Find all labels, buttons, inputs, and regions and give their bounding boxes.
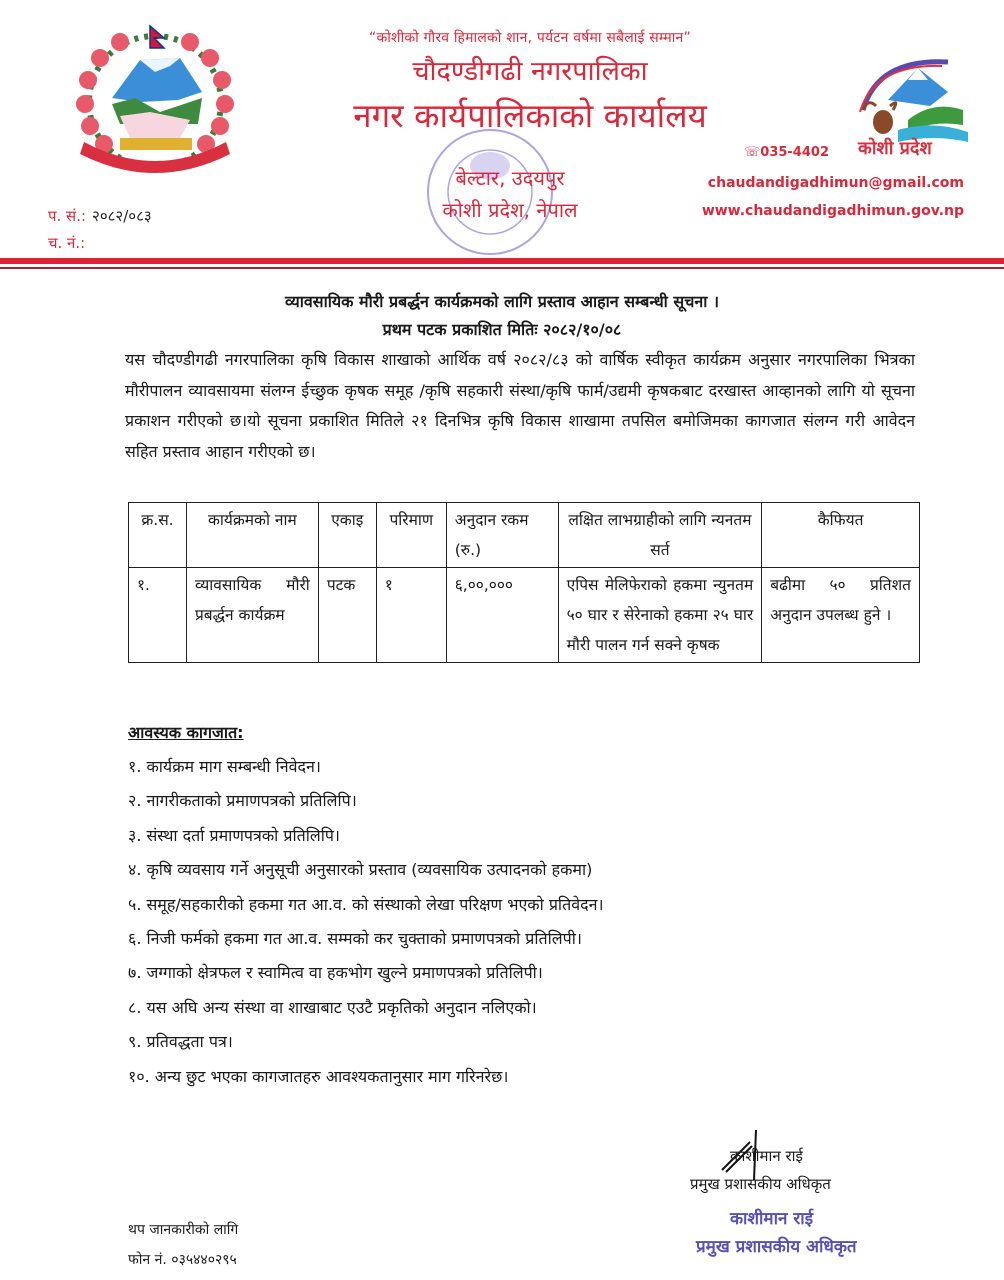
col-header-program: कार्यक्रमको नाम bbox=[186, 503, 318, 568]
contact-block bbox=[702, 145, 964, 219]
document-item: १. कार्यक्रम माग सम्बन्धी निवेदन। bbox=[128, 757, 321, 776]
address-line-2: कोशी प्रदेश, नेपाल bbox=[442, 198, 578, 222]
chalani-label: च. नं.: bbox=[48, 234, 86, 252]
contact-footer bbox=[128, 1215, 238, 1275]
col-header-quantity: परिमाण bbox=[376, 503, 446, 568]
office-email[interactable]: chaudandigadhimun@gmail.com bbox=[707, 175, 964, 191]
office-phone: ☏035-4402 bbox=[744, 145, 829, 160]
document-item: ६. निजी फर्मको हकमा गत आ.व. सम्मको कर चुक्ताको प्रमाणपत्रको प्रतिलिपी। bbox=[128, 929, 582, 949]
patra-sankhya bbox=[48, 203, 152, 230]
table-header-row bbox=[129, 503, 920, 568]
cell-program: व्यावसायिक मौरी प्रबर्द्धन कार्यक्रम bbox=[186, 568, 318, 663]
document-item: ८. यस अघि अन्य संस्था वा शाखाबाट एउटै प्रकृतिको अनुदान नलिएको। bbox=[128, 997, 537, 1017]
letterhead-divider bbox=[0, 258, 1004, 264]
koshi-pradesh-logo-icon bbox=[838, 50, 978, 160]
cell-unit: पटक bbox=[318, 568, 376, 663]
document-item: ९. प्रतिवद्धता पत्र। bbox=[128, 1032, 233, 1052]
cell-quantity: १ bbox=[376, 568, 446, 663]
signature-block bbox=[690, 1130, 930, 1270]
col-header-condition: लक्षित लाभग्राहीको लागि न्यनतम सर्त bbox=[558, 503, 762, 568]
document-item: ३. संस्था दर्ता प्रमाणपत्रको प्रतिलिपि। bbox=[128, 825, 340, 845]
cell-amount: ६,००,००० bbox=[446, 568, 558, 663]
table-row bbox=[129, 568, 920, 663]
chalani-number bbox=[48, 230, 152, 257]
document-item: ५. समूह/सहकारीको हकमा गत आ.व. को संस्थाको लेखा परिक्षण भएको प्रतिवेदन। bbox=[128, 894, 604, 914]
required-documents-list bbox=[128, 750, 604, 1094]
letterhead bbox=[280, 28, 780, 137]
published-date: प्रथम पटक प्रकाशित मितिः २०८२/१०/०८ bbox=[382, 320, 622, 339]
notice-body: यस चौदण्डीगढी नगरपालिका कृषि विकास शाखाको आर्थिक वर्ष २०८२/८३ को वार्षिक स्वीकृत कार्यक्रम अनुसार नगरपालिका भित्रका मौरीपालन व्यावसायमा संलग्न ईच्छुक कृषक समूह /कृषि सहकारी संस्था/कृषि फार्म/उद्यमी कृषकबाट दरखास्त आव्हानको लागि यो सूचना प्रकाशन गरीएको छ।यो सूचना प्रकाशित मितिले २१ दिनभित्र कृषि विकास शाखामा तपसिल बमोजिमका कागजात संलग्न गरी आवेदन सहित प्रस्ताव आहान गरीएको छ। bbox=[125, 350, 915, 461]
document-item: २. नागरीकताको प्रमाणपत्रको प्रतिलिपि। bbox=[128, 791, 357, 811]
letterhead-divider-thin bbox=[0, 267, 1004, 269]
cell-remarks: बढीमा ५० प्रतिशत अनुदान उपलब्ध हुने । bbox=[762, 568, 920, 663]
flag-icon bbox=[150, 26, 164, 48]
notice-title: व्यावसायिक मौरी प्रबर्द्धन कार्यक्रमको लागि प्रस्ताव आहान सम्बन्धी सूचना । bbox=[284, 292, 720, 311]
stamp-signatory-name: काशीमान राई bbox=[730, 1209, 814, 1229]
signatory-title: प्रमुख प्रशासकीय अधिकृत bbox=[690, 1175, 831, 1193]
col-header-remarks: कैफियत bbox=[762, 503, 920, 568]
document-item: ४. कृषि व्यवसाय गर्ने अनुसूची अनुसारको प्रस्ताव (व्यवसायिक उत्पादनको हकमा) bbox=[128, 860, 593, 880]
col-header-unit: एकाइ bbox=[318, 503, 376, 568]
footer-phone: फोन नं. ०३५४४०२९५ bbox=[128, 1252, 237, 1268]
office-website[interactable]: www.chaudandigadhimun.gov.np bbox=[701, 203, 964, 219]
col-header-amount: अनुदान रकम (रु.) bbox=[446, 503, 558, 568]
municipality-name: चौदण्डीगढी नगरपालिका bbox=[412, 56, 648, 87]
office-address bbox=[410, 162, 610, 226]
slogan: “कोशीको गौरव हिमालको शान, पर्यटन वर्षमा सबैलाई सम्मान” bbox=[369, 30, 691, 46]
cell-sn: १. bbox=[129, 568, 187, 663]
document-item: १०. अन्य छुट भएका कागजातहरु आवश्यकतानुसार माग गरिनरेछ। bbox=[128, 1066, 509, 1086]
required-documents bbox=[128, 722, 604, 1094]
office-name: नगर कार्यपालिकाको कार्यालय bbox=[353, 96, 707, 135]
grant-program-table bbox=[128, 502, 920, 663]
nepal-emblem-icon bbox=[60, 20, 250, 180]
required-documents-heading: आवस्यक कागजात: bbox=[128, 723, 244, 742]
patra-label: प. सं.: bbox=[48, 207, 87, 225]
reference-numbers bbox=[48, 203, 152, 257]
stamp-signatory-title: प्रमुख प्रशासकीय अधिकृत bbox=[696, 1237, 857, 1257]
signatory-name: काशीमान राई bbox=[730, 1147, 803, 1165]
cell-condition: एपिस मेलिफेराको हकमा न्युनतम ५० घार र सेरेनाको हकमा २५ घार मौरी पालन गर्न सक्ने कृषक bbox=[558, 568, 762, 663]
document-item: ७. जग्गाको क्षेत्रफल र स्वामित्व वा हकभोग खुल्ने प्रमाणपत्रको प्रतिलिपी। bbox=[128, 963, 543, 983]
koshi-logo-text: कोशी प्रदेश bbox=[858, 138, 932, 159]
col-header-sn: क्र.स. bbox=[129, 503, 187, 568]
address-line-1: बेल्टार, उदयपुर bbox=[455, 166, 565, 190]
more-info-label: थप जानकारीको लागि bbox=[128, 1222, 239, 1238]
patra-value: २०८२/०८३ bbox=[92, 207, 152, 225]
